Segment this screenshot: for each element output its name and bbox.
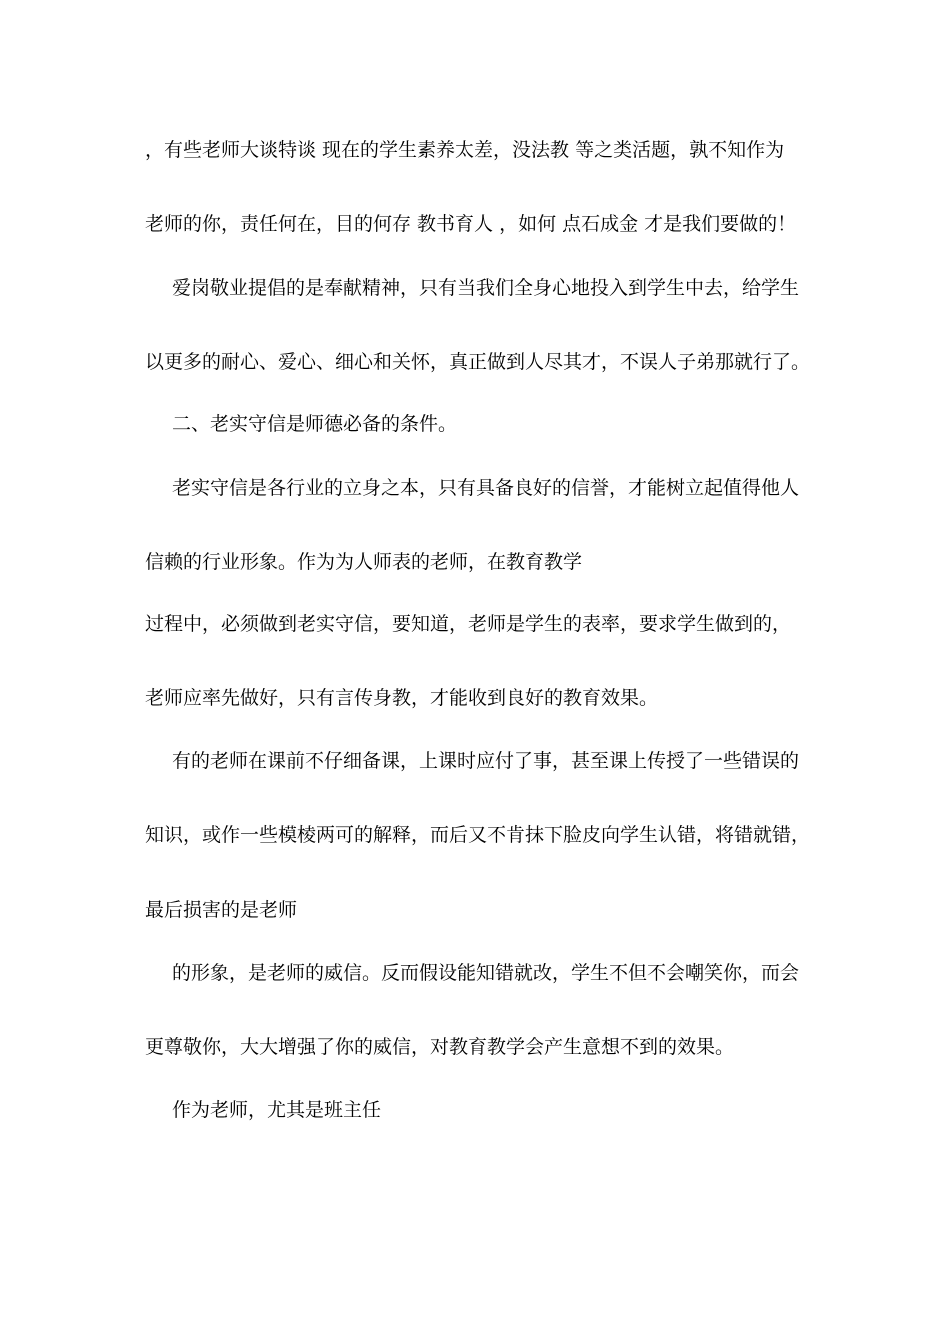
text-line: ，有些老师大谈特谈 现在的学生素养太差，没法教 等之类活题，孰不知作为: [145, 139, 785, 161]
text-line: 信赖的行业形象。作为为人师表的老师，在教育教学: [145, 551, 583, 573]
text-line: 更尊敬你，大大增强了你的威信，对教育教学会产生意想不到的效果。: [145, 1036, 735, 1058]
paragraph-first-line: 作为老师，尤其是班主任: [172, 1099, 382, 1121]
text-line: 过程中，必须做到老实守信，要知道，老师是学生的表率，要求学生做到的，: [145, 613, 792, 635]
paragraph-first-line: 老实守信是各行业的立身之本，只有具备良好的信誉，才能树立起值得他人: [172, 477, 800, 499]
text-line: 以更多的耐心、爱心、细心和关怀，真正做到人尽其才，不误人子弟那就行了。: [145, 351, 811, 373]
text-line: 老师的你，责任何在，目的何存 教书育人 ，如何 点石成金 才是我们要做的！: [145, 213, 797, 235]
text-line: 的形象，是老师的威信。反而假设能知错就改，学生不但不会嘲笑你，而会: [172, 962, 800, 984]
text-line: 老师应率先做好，只有言传身教，才能收到良好的教育效果。: [145, 687, 659, 709]
paragraph-first-line: 有的老师在课前不仔细备课，上课时应付了事，甚至课上传授了一些错误的: [172, 750, 800, 772]
section-heading: 二、老实守信是师德必备的条件。: [172, 413, 458, 435]
text-line: 最后损害的是老师: [145, 899, 298, 921]
paragraph-first-line: 爱岗敬业提倡的是奉献精神，只有当我们全身心地投入到学生中去，给学生: [172, 277, 800, 299]
text-line: 知识，或作一些模棱两可的解释，而后又不肯抹下脸皮向学生认错，将错就错，: [145, 824, 811, 846]
